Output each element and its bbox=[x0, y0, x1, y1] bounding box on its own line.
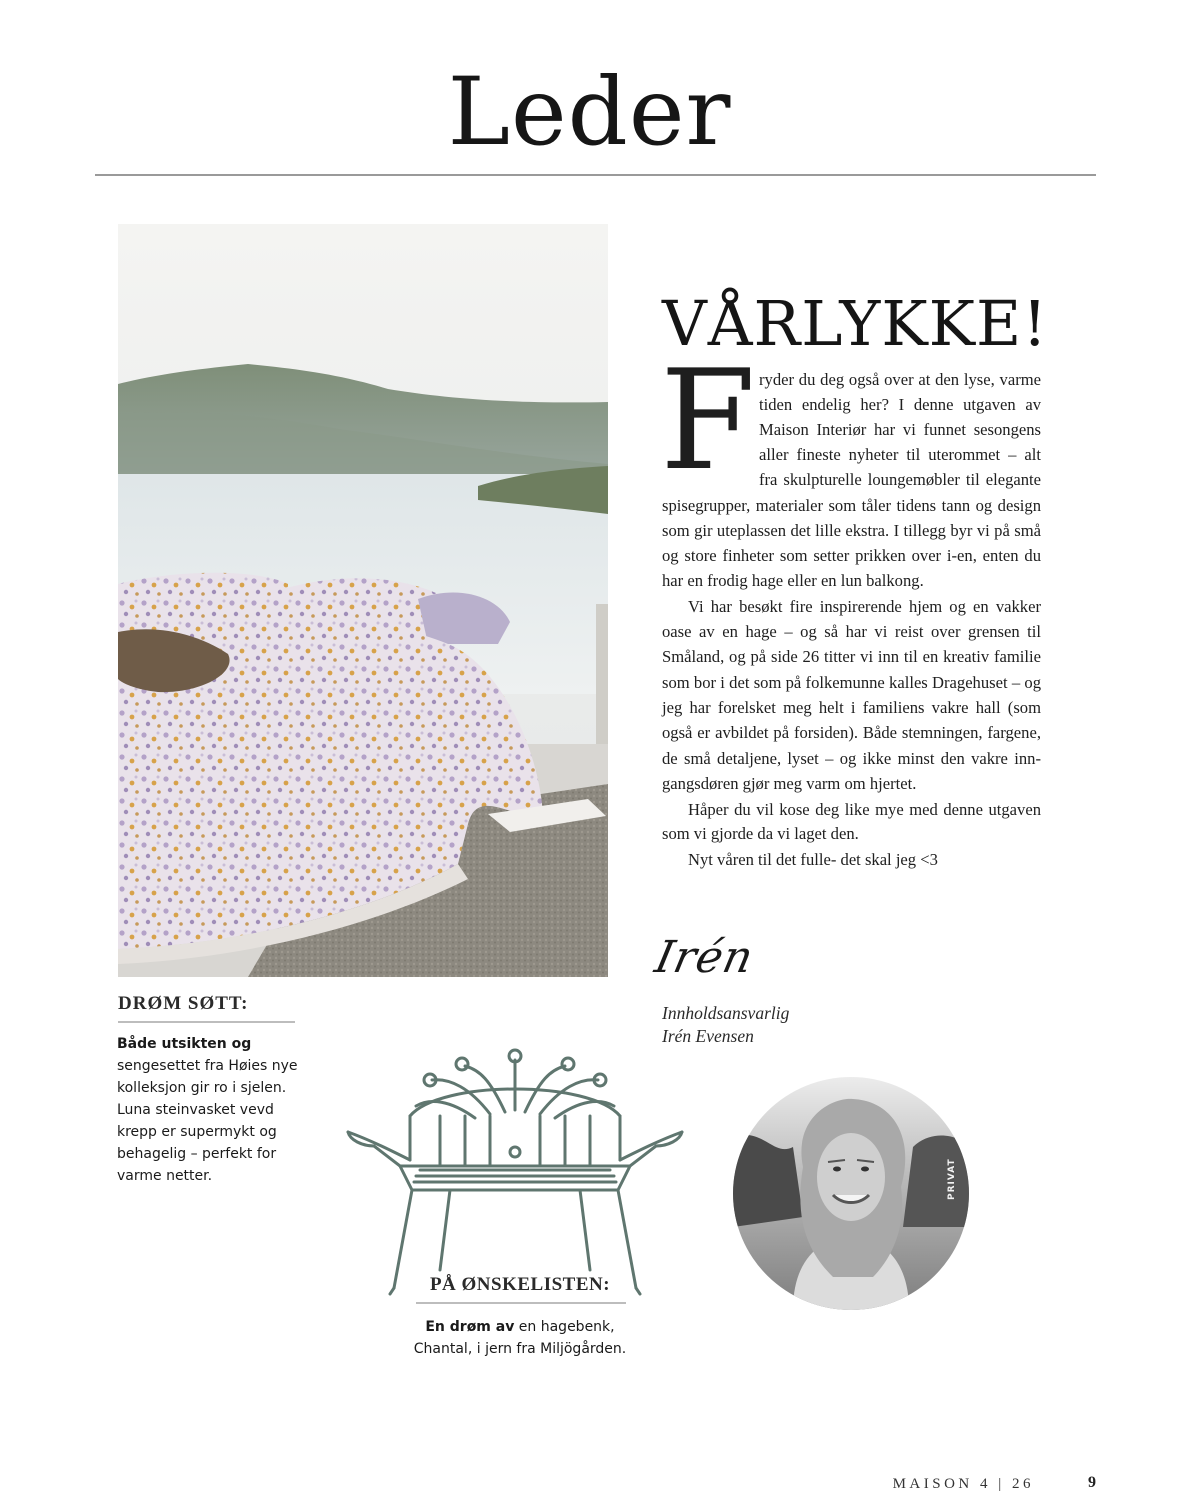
article-line: spisegrupper, materialer som tåler tidens tann og design bbox=[662, 496, 1041, 515]
article-line: og store finheter som setter prikken over i-en, enten du bbox=[662, 546, 1041, 565]
article-line: gangsdøren gjør meg varm om hjertet. bbox=[662, 774, 917, 793]
folio: MAISON 4 | 26 bbox=[892, 1476, 1034, 1492]
garden-bench-photo bbox=[340, 1040, 690, 1300]
photo-credit: PRIVAT bbox=[947, 1158, 957, 1200]
article-line: jeg har forelsket meg helt i familiens vakre hall (som bbox=[662, 698, 1041, 717]
wishlist-heading: PÅ ØNSKELISTEN: bbox=[413, 1274, 627, 1296]
signature: Irén bbox=[650, 932, 759, 983]
page-title: Leder bbox=[447, 58, 732, 167]
article-line: tiden endelig her? I denne utgaven av bbox=[759, 395, 1041, 414]
caption-divider bbox=[118, 1021, 295, 1023]
article-line: som gir uteplassen det lille ekstra. I tillegg byr vi på små bbox=[662, 521, 1041, 540]
wishlist-lead: En drøm av bbox=[425, 1319, 515, 1335]
caption-heading: DRØM SØTT: bbox=[118, 993, 249, 1014]
hero-photo bbox=[118, 224, 608, 977]
article-line: Småland, og på side 26 titter vi inn til en kreativ familie bbox=[662, 647, 1041, 666]
author-role: Innholdsansvarlig bbox=[662, 1003, 790, 1023]
article-line: aller fineste nyheter til uterommet – alt bbox=[759, 445, 1041, 464]
article-line: oase av en hage – og så har vi reist over grensen til bbox=[662, 622, 1041, 641]
author-credit bbox=[662, 1002, 962, 1048]
article-line: ryder du deg også over at den lyse, varme bbox=[759, 370, 1041, 389]
wishlist-body: en hagebenk, Chantal, i jern fra Miljögården. bbox=[413, 1319, 627, 1357]
article-line: som bor i det som på folkemunne kalles Dragehuset – og bbox=[662, 673, 1041, 692]
article-line: Håper du vil kose deg like mye med denne utgaven bbox=[688, 800, 1041, 819]
article-line: som vi gjorde da vi laget den. bbox=[662, 824, 859, 843]
caption-lead: Både utsikten og bbox=[117, 1036, 252, 1052]
article-line: har en frodig hage eller en lun balkong. bbox=[662, 571, 924, 590]
wishlist-text bbox=[400, 1316, 640, 1360]
author-name: Irén Evensen bbox=[662, 1026, 754, 1046]
caption-text bbox=[117, 1033, 307, 1187]
article-line: Nyt våren til det fulle- det skal jeg <3 bbox=[688, 850, 938, 869]
article-headline: VÅRLYKKE! bbox=[662, 287, 1049, 360]
wishlist-divider bbox=[416, 1302, 626, 1304]
article-line: også er avbildet på forsiden). Både stemningen, fargene, bbox=[662, 723, 1041, 742]
author-portrait bbox=[733, 1077, 969, 1310]
article-line: Maison Interiør har vi funnet sesongens bbox=[759, 420, 1041, 439]
header-divider bbox=[95, 174, 1096, 176]
article-line: Vi har besøkt fire inspirerende hjem og en vakker bbox=[688, 597, 1041, 616]
article-line: de små detaljene, lyset – og ikke minst den vakre inn- bbox=[662, 749, 1041, 768]
article-line: fra skulpturelle loungemøbler til elegante bbox=[759, 470, 1041, 489]
page-number: 9 bbox=[1088, 1474, 1096, 1491]
drop-cap: F bbox=[660, 340, 756, 501]
caption-body: sengesettet fra Høies nye kolleksjon gir ro i sjelen. Luna steinvasket vevd krepp er supermykt og behagelig – perfekt for varme netter. bbox=[117, 1058, 298, 1184]
